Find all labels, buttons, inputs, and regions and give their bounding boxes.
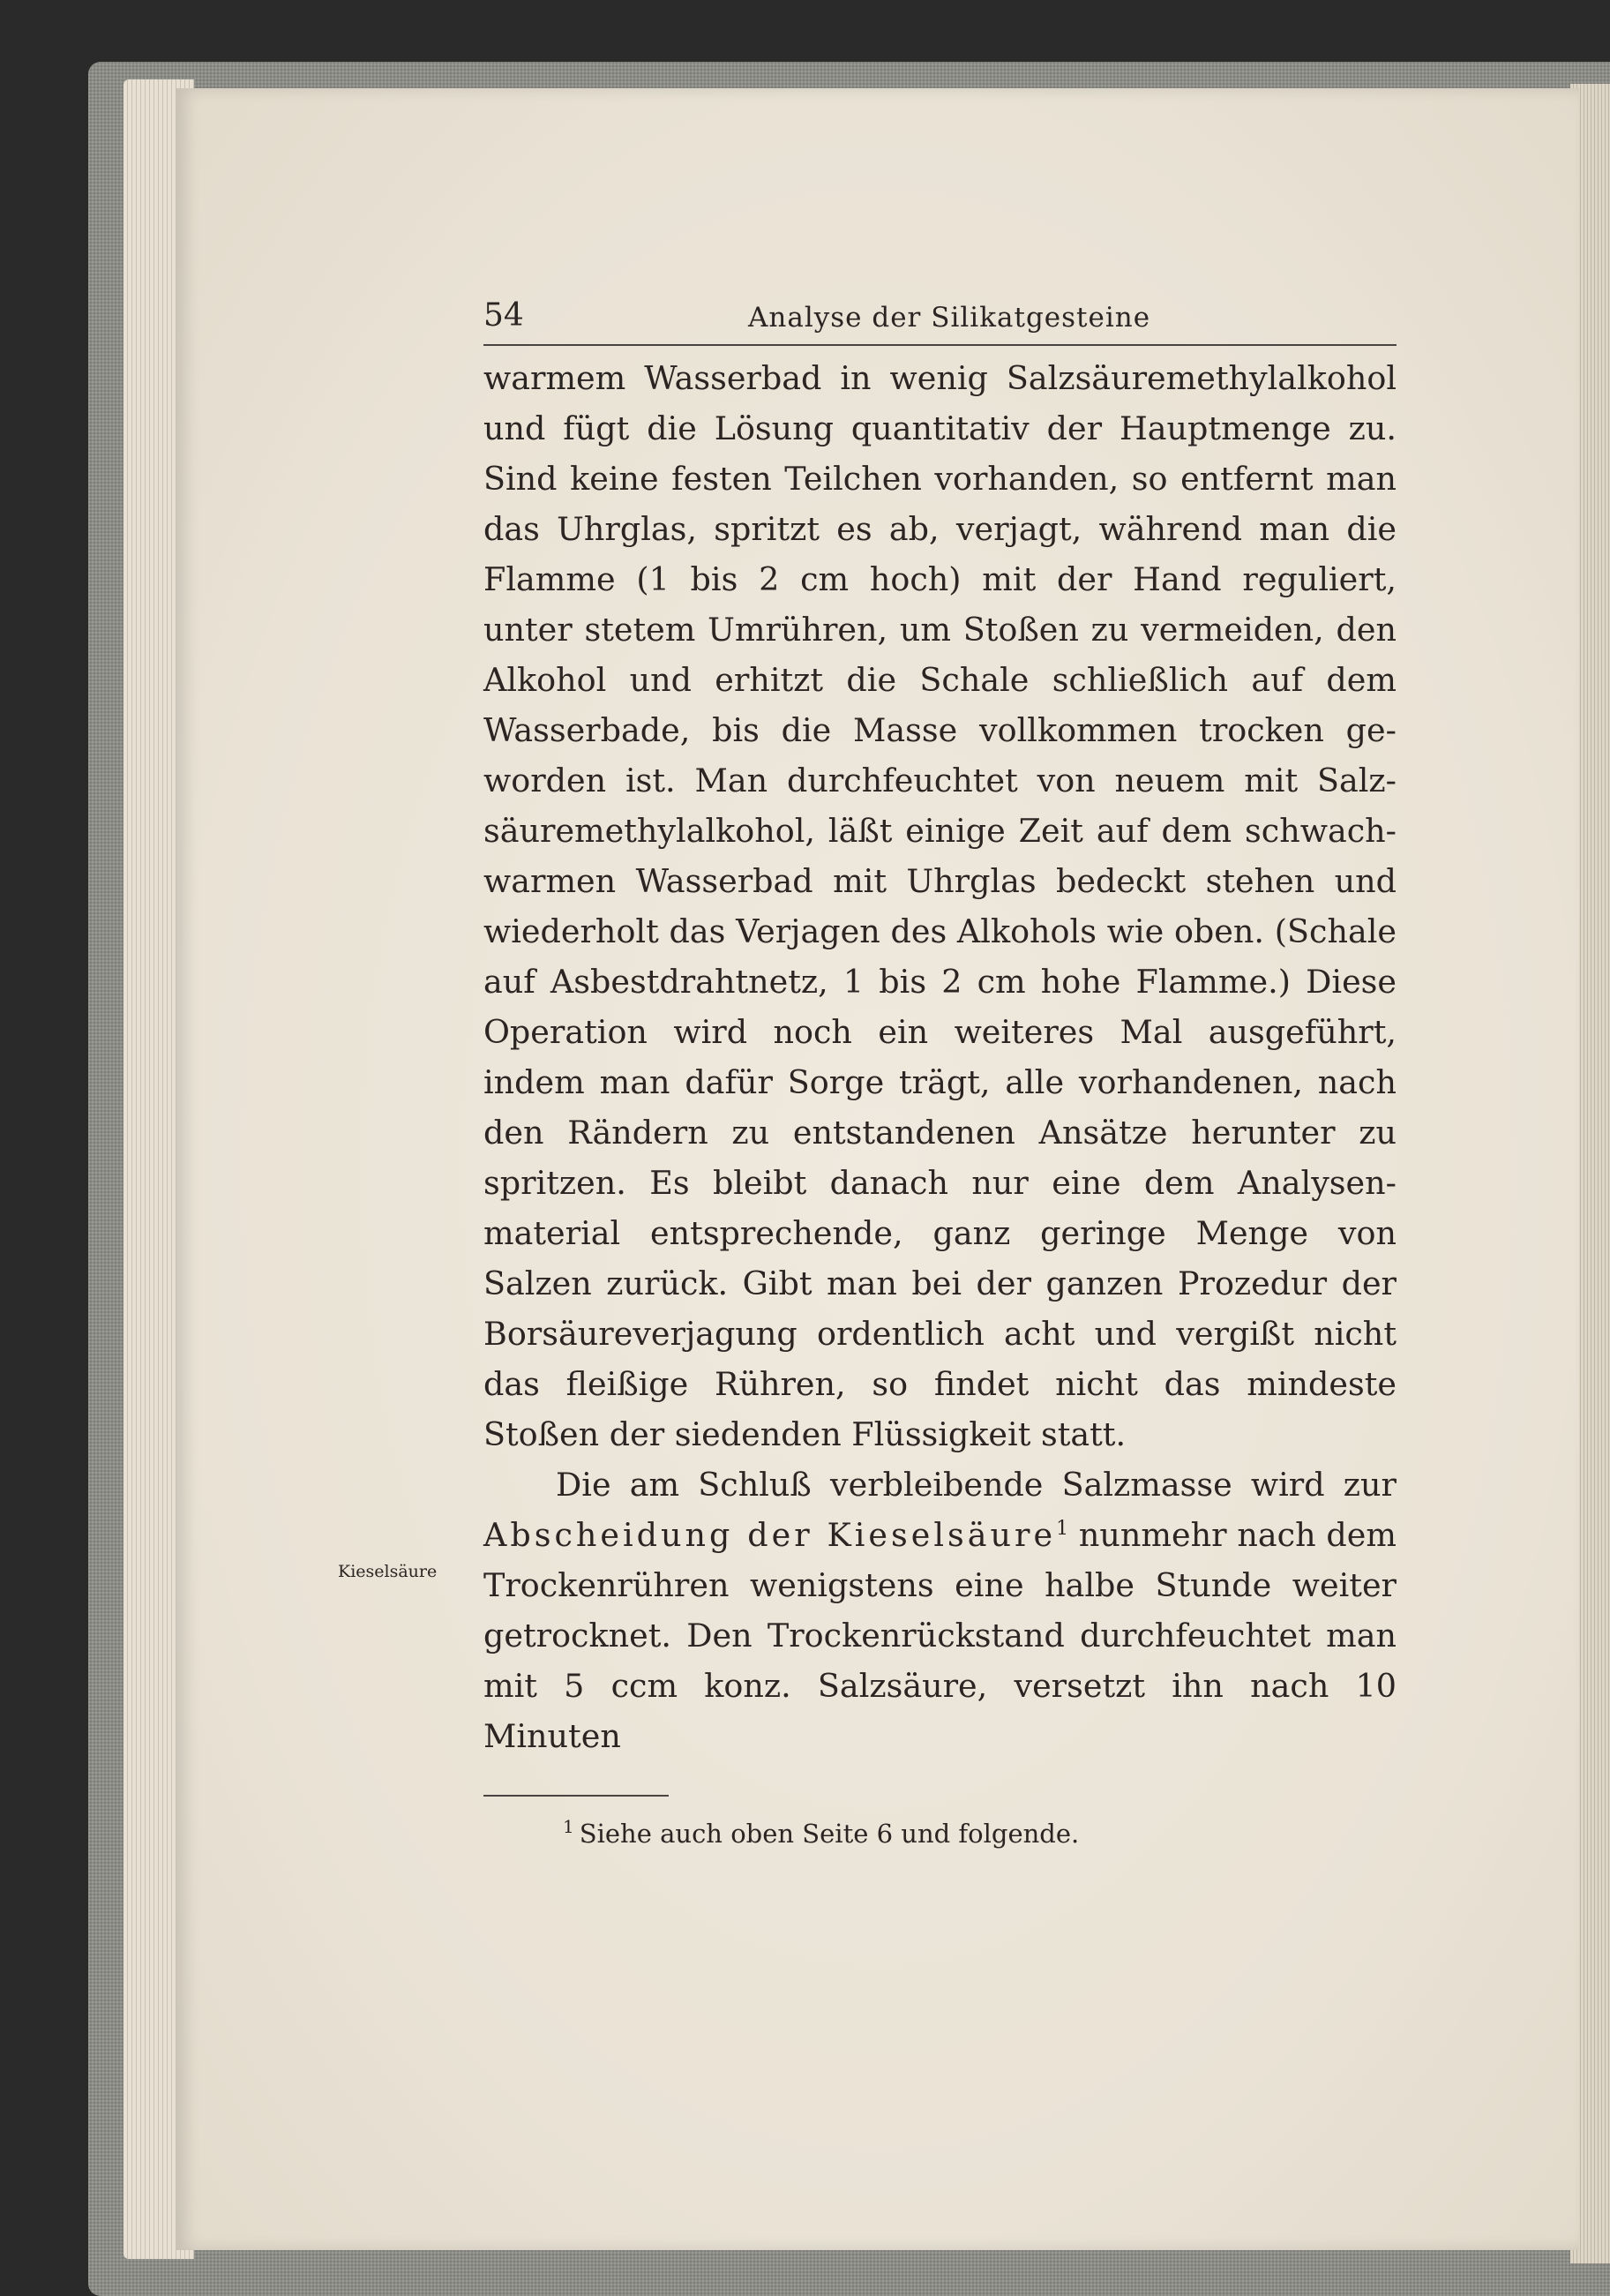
body-text — [483, 346, 1397, 1761]
footnote-text: Siehe auch oben Seite 6 und folgende. — [579, 1819, 1080, 1849]
footnote — [563, 1816, 1397, 1851]
footnote-divider — [483, 1795, 669, 1797]
paragraph-2-lead: Die am Schluß verbleibende Salzmasse wird zur — [556, 1466, 1397, 1504]
margin-note: Kieselsäure — [338, 1562, 438, 1581]
paragraph-2-rest: nunmehr nach dem Trockenrühren wenigstens eine halbe Stunde weiter getrocknet. Den Trockenrückstand durchfeuchtet man mit 5 ccm konz. Salzsäure, versetzt ihn nach 10 Minuten — [483, 1516, 1397, 1755]
paragraph-1: warmem Wasserbad in wenig Salzsäuremethylalkohol und fügt die Lösung quantitativ der Hauptmenge zu. Sind keine festen Teilchen vorhanden, so entfernt man das Uhrglas, spritzt es ab, verjagt, während man die Flamme (1 bis 2 cm hoch) mit der Hand reguliert, unter stetem Umrühren, um Stoßen zu vermeiden, den Alkohol und erhitzt die Schale schließlich auf dem Wasserbade, bis die Masse vollkommen trocken geworden ist. Man durchfeuchtet von neuem mit Salzsäuremethylalkohol, läßt einige Zeit auf dem schwachwarmen Wasserbad mit Uhrglas bedeckt stehen und wiederholt das Verjagen des Alkohols wie oben. (Schale auf Asbestdrahtnetz, 1 bis 2 cm hohe Flamme.) Diese Operation wird noch ein weiteres Mal ausgeführt, indem man dafür Sorge trägt, alle vorhandenen, nach den Rändern zu entstandenen Ansätze herunter zu spritzen. Es bleibt danach nur eine dem Analysenmaterial entsprechende, ganz geringe Menge von Salzen zurück. Gibt man bei der ganzen Prozedur der Borsäureverjagung ordentlich acht und vergißt nicht das fleißige Rühren, so findet nicht das mindeste Stoßen der siedenden Flüssigkeit statt. — [483, 359, 1397, 1453]
running-title: Analyse der Silikatgesteine — [748, 302, 1151, 334]
running-head — [483, 291, 1397, 346]
footnote-mark: 1 — [563, 1816, 574, 1838]
footnote-reference[interactable]: 1 — [1056, 1517, 1069, 1540]
page-content — [338, 291, 1397, 1851]
page-number: 54 — [483, 297, 524, 334]
paragraph-2-spaced-term: Abscheidung der Kieselsäure — [483, 1516, 1057, 1554]
paragraph-2 — [483, 1459, 1397, 1761]
